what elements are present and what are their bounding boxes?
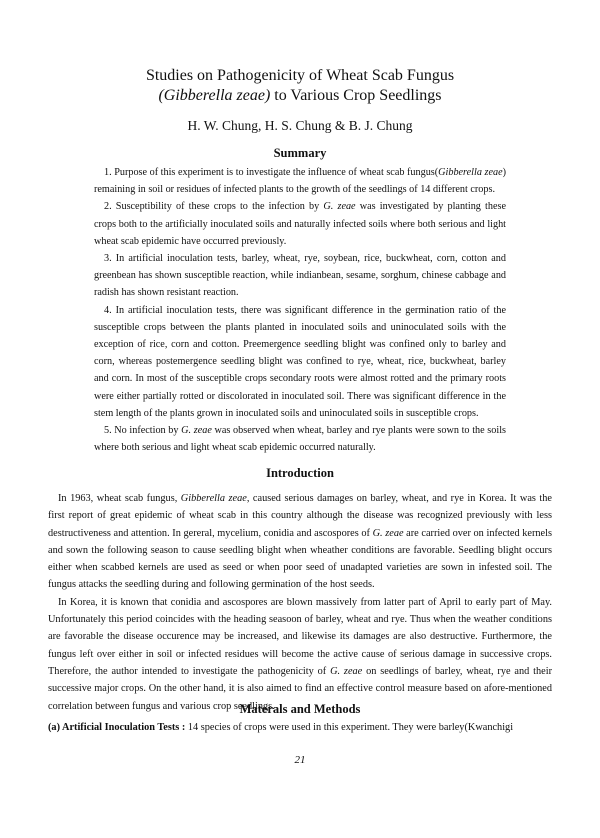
introduction-section bbox=[48, 490, 552, 715]
author-list: H. W. Chung, H. S. Chung & B. J. Chung bbox=[187, 118, 413, 133]
introduction-paragraph: In 1963, wheat scab fungus, Gibberella zeae, caused serious damages on barley, wheat, and rye in Korea. It was the first report of great epidemic of wheat scab in this country although the disease was recognized previously with less destructiveness and attention. In gereral, mycelium, conidia and ascospores of G. zeae are carried over on infected kernels and sown the following season to cause seedling blight when wheather conditions are favorable. Seedling blight occurs either when scabbed kernels are used as seed or when poor seed of unadapted varieties are sown in infested soil. The fungus attacks the seedling during and following germination of the host seeds. bbox=[48, 493, 552, 591]
page-number: 21 bbox=[294, 754, 306, 766]
methods-first-line bbox=[48, 722, 558, 733]
methods-item-text: 14 species of crops were used in this experiment. They were barley(Kwanchigi bbox=[185, 722, 514, 733]
summary-section bbox=[94, 164, 506, 456]
paper-title-species: (Gibberella zeae) bbox=[158, 87, 271, 104]
summary-paragraph: 5. No infection by G. zeae was observed when wheat, barley and rye plants were sown to the soils where both serious and light wheat scab epidemic occurred naturally. bbox=[94, 425, 506, 454]
summary-paragraph: 3. In artificial inoculation tests, barley, wheat, rye, soybean, rice, buckwheat, corn, cotton and greenbean has shown susceptible reaction, while indianbean, sesame, sorghum, chinese cabbage and radish has shown resistant reaction. bbox=[94, 253, 506, 299]
introduction-paragraph: In Korea, it is known that conidia and ascospores are blown massively from latter part of April to early part of May. Unfortunately this period coincides with the heading seasoon of barley, wheat and rye. Thus when the weather conditions are favorable the disease occurence may be increased, and likewise its damages are also destructive. Furthermore, the fungus left over either in soil or infected residues will become the active cause of serious damage in successive crops. Therefore, the author intended to investigate the pathogenicity of G. zeae on seedlings of barley, wheat, rye and their successive major crops. On the other hand, it is also aimed to find an effective control measure based on afore-mentioned correlation between fungus and various crop seedlings. bbox=[48, 596, 552, 712]
paper-title-line2 bbox=[0, 86, 600, 106]
methods-item-label: (a) Artificial Inoculation Tests : bbox=[48, 722, 186, 733]
methods-heading: Materals and Methods bbox=[239, 702, 361, 716]
paper-title-line1: Studies on Pathogenicity of Wheat Scab Fungus bbox=[145, 67, 455, 84]
introduction-heading: Introduction bbox=[266, 466, 334, 480]
summary-heading: Summary bbox=[273, 146, 327, 160]
summary-paragraph: 2. Susceptibility of these crops to the infection by G. zeae was investigated by planting these crops both to the artificially inoculated soils and naturally infected soils where both serious and light wheat scab epidemic have occurred previously. bbox=[94, 201, 506, 247]
summary-paragraph: 4. In artificial inoculation tests, there was significant difference in the germination ratio of the susceptible crops between the plants planted in inoculated soils and uninoculated soils with the exception of rice, corn and cotton. Preemergence seedling blight was confined only to barley and corn, whereas postemergence seedling blight was confined to rye, wheat, rice, buckwheat, barley and corn. In most of the susceptible crops secondary roots were almost rotted and the primary roots were either partially rotted or discolorated in inoculated soil. There was significant difference in the stem length of the plants grown in inoculated soils and uninoculated soils in susceptible crops. bbox=[94, 304, 506, 419]
summary-paragraph: 1. Purpose of this experiment is to investigate the influence of wheat scab fungus(Gibberella zeae) remaining in soil or residues of infected plants to the growth of the seedlings of 14 different crops. bbox=[94, 167, 506, 196]
paper-title-line2-rest: to Various Crop Seedlings bbox=[270, 87, 442, 104]
